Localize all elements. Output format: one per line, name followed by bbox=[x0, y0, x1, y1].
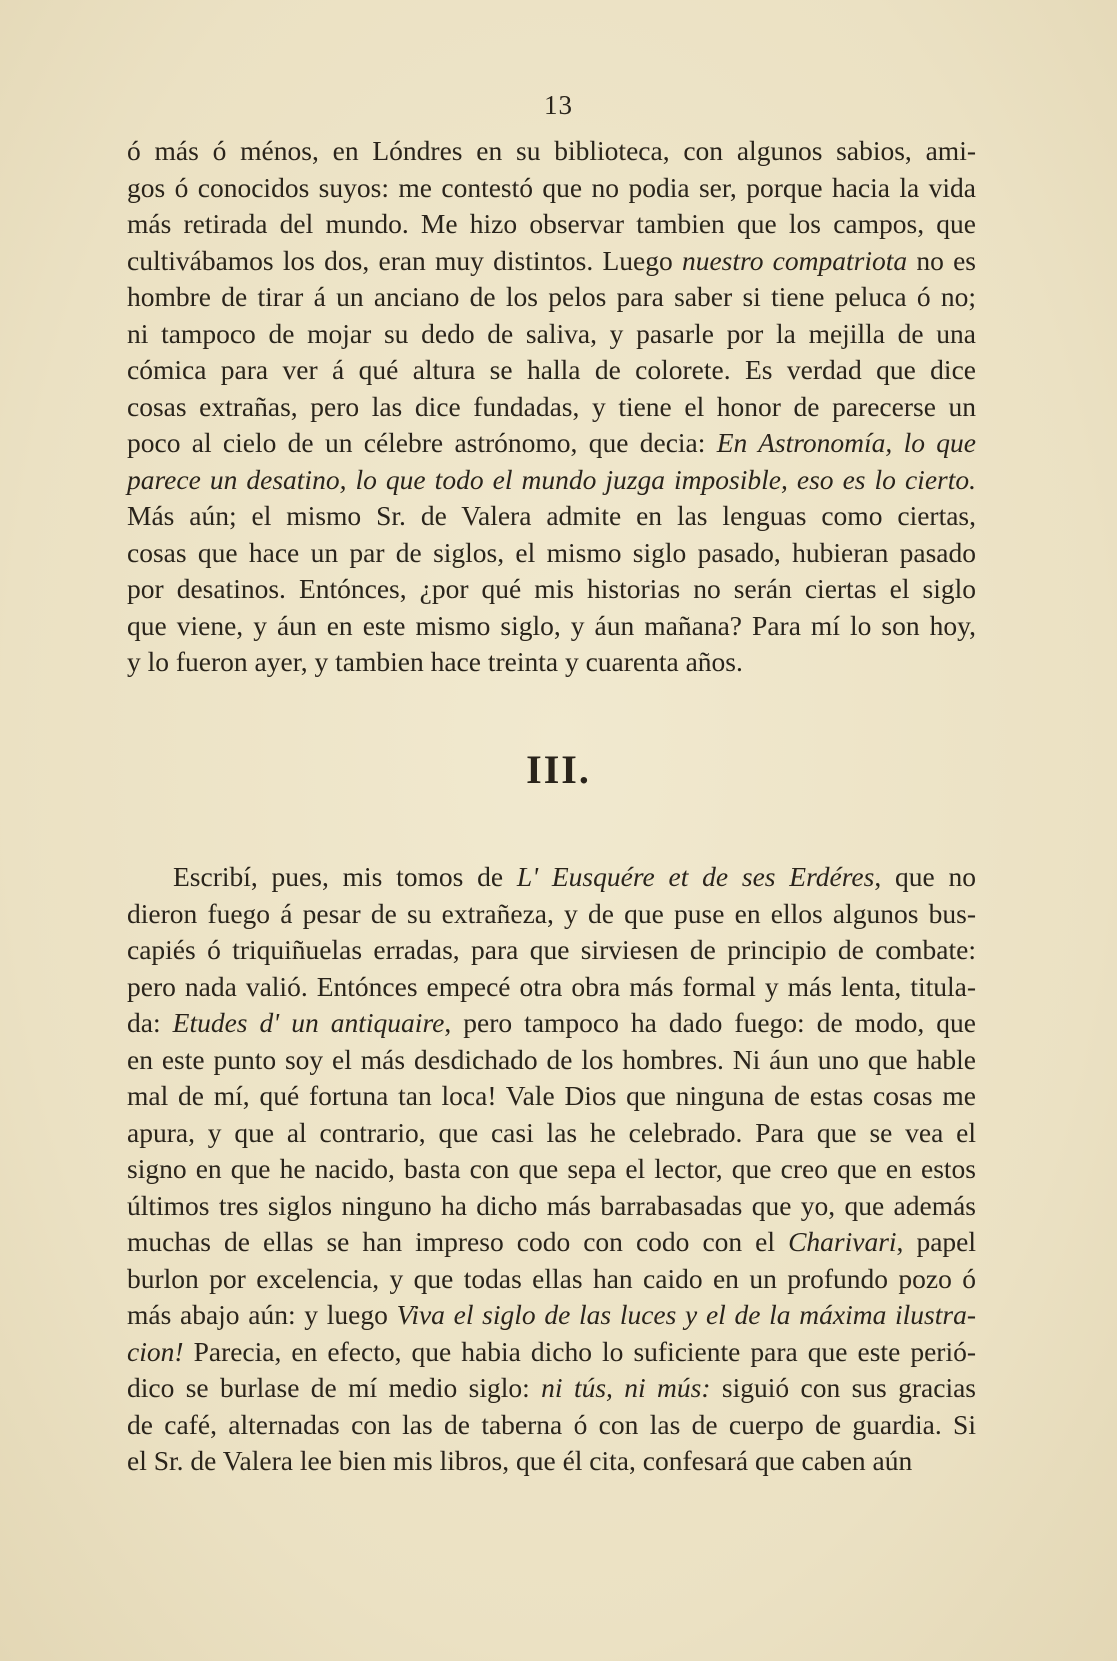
text-run: da: bbox=[127, 1007, 173, 1038]
text-run: hombre de tirar á un anciano de los pelos para saber si tiene peluca ó no; bbox=[127, 281, 976, 312]
text-run: que viene, y áun en este mismo siglo, y áun mañana? Para mí lo son hoy, bbox=[127, 609, 976, 641]
text-line bbox=[127, 1078, 976, 1115]
text-run: , pero tampoco ha dado fuego: de modo, que bbox=[444, 1007, 976, 1038]
text-line bbox=[127, 571, 976, 608]
text-run: siguió con sus gracias bbox=[710, 1372, 977, 1403]
text-line bbox=[127, 1443, 976, 1480]
text-run: Más aún; el mismo Sr. de Valera admite en las lenguas como ciertas, bbox=[127, 500, 976, 531]
italic-text: parece un desatino, lo que todo el mundo juzga imposible, eso es lo cierto. bbox=[127, 463, 976, 495]
text-line bbox=[127, 206, 976, 243]
text-run: burlon por excelencia, y que todas ellas han caido en un profundo pozo ó bbox=[127, 1262, 976, 1294]
text-line bbox=[127, 1042, 976, 1079]
text-run: , que no bbox=[874, 861, 976, 892]
text-run: , papel bbox=[896, 1226, 977, 1257]
text-run: gos ó conocidos suyos: me contestó que no podia ser, porque hacia la vida bbox=[127, 171, 976, 203]
text-line bbox=[127, 316, 976, 353]
text-run: más retirada del mundo. Me hizo observar tambien que los campos, que bbox=[127, 208, 976, 239]
text-run: ni tampoco de mojar su dedo de saliva, y pasarle por la mejilla de una bbox=[127, 317, 976, 349]
text-run: de café, alternadas con las de taberna ó con las de cuerpo de guardia. Si bbox=[127, 1408, 976, 1440]
text-run: ó más ó ménos, en Lóndres en su biblioteca, con algunos sabios, ami- bbox=[127, 135, 976, 166]
text-run: el Sr. de Valera lee bien mis libros, que él cita, confesará que caben aún bbox=[127, 1445, 913, 1476]
italic-text: Viva el siglo de las luces y el de la máxima ilustra- bbox=[396, 1299, 977, 1330]
text-run: no es bbox=[907, 244, 976, 276]
text-run: poco al cielo de un célebre astrónomo, que decia: bbox=[127, 427, 717, 458]
page-number: 13 bbox=[544, 90, 573, 120]
italic-text: ni tús, ni mús: bbox=[541, 1372, 711, 1403]
text-run: cosas que hace un par de siglos, el mismo siglo pasado, hubieran pasado bbox=[127, 536, 976, 568]
text-line bbox=[127, 352, 976, 389]
text-line bbox=[127, 535, 976, 572]
text-run: dico se burlase de mí medio siglo: bbox=[127, 1372, 542, 1403]
text-line bbox=[127, 1005, 976, 1042]
text-run: Escribí, pues, mis tomos de bbox=[173, 861, 517, 892]
text-line bbox=[127, 170, 976, 207]
text-run: pero nada valió. Entónces empecé otra obra más formal y más lenta, titula- bbox=[127, 970, 976, 1002]
text-line bbox=[127, 859, 976, 896]
text-line bbox=[127, 1151, 976, 1188]
text-line bbox=[127, 1297, 976, 1334]
text-line bbox=[127, 1224, 976, 1261]
text-run: signo en que he nacido, basta con que sepa el lector, que creo que en estos bbox=[127, 1153, 976, 1184]
text-line bbox=[127, 644, 976, 681]
text-line bbox=[127, 389, 976, 426]
italic-text: Charivari bbox=[788, 1226, 897, 1257]
text-line bbox=[127, 1334, 976, 1371]
text-line bbox=[127, 608, 976, 645]
text-line bbox=[127, 1261, 976, 1298]
paragraph-2 bbox=[127, 859, 976, 1480]
text-line bbox=[127, 462, 976, 499]
text-line bbox=[127, 1370, 976, 1407]
section-heading: III. bbox=[526, 747, 591, 792]
text-line bbox=[127, 425, 976, 462]
paragraph-1 bbox=[127, 133, 976, 681]
text-run: Parecia, en efecto, que habia dicho lo suficiente para que este perió- bbox=[183, 1335, 976, 1367]
text-run: muchas de ellas se han impreso codo con codo con el bbox=[127, 1226, 789, 1257]
text-line bbox=[127, 133, 976, 170]
text-line bbox=[127, 243, 976, 280]
text-line bbox=[127, 1115, 976, 1152]
text-line bbox=[127, 279, 976, 316]
text-run: dieron fuego á pesar de su extrañeza, y de que puse en ellos algunos bus- bbox=[127, 897, 976, 929]
text-run: por desatinos. Entónces, ¿por qué mis historias no serán ciertas el siglo bbox=[127, 573, 976, 604]
text-line bbox=[127, 896, 976, 933]
text-run: capiés ó triquiñuelas erradas, para que sirviesen de principio de combate: bbox=[127, 934, 976, 965]
text-line bbox=[127, 932, 976, 969]
text-run: cosas extrañas, pero las dice fundadas, y tiene el honor de parecerse un bbox=[127, 390, 976, 422]
text-line bbox=[127, 498, 976, 535]
italic-text: En Astronomía, lo que bbox=[716, 427, 976, 458]
text-run: mal de mí, qué fortuna tan loca! Vale Dios que ninguna de estas cosas me bbox=[127, 1080, 976, 1111]
text-run: últimos tres siglos ninguno ha dicho más barrabasadas que yo, que además bbox=[127, 1189, 976, 1221]
italic-text: nuestro compatriota bbox=[681, 244, 908, 276]
text-line bbox=[127, 1188, 976, 1225]
text-run: apura, y que al contrario, que casi las he celebrado. Para que se vea el bbox=[127, 1116, 976, 1148]
italic-text: cion! bbox=[127, 1335, 184, 1367]
text-line bbox=[127, 969, 976, 1006]
text-run: en este punto soy el más desdichado de los hombres. Ni áun uno que hable bbox=[127, 1043, 976, 1075]
italic-text: L' Eusquére et de ses Erdéres bbox=[516, 861, 875, 892]
text-run: más abajo aún: y luego bbox=[127, 1299, 397, 1330]
text-run: cultivábamos los dos, eran muy distintos. Luego bbox=[127, 244, 682, 276]
text-run: cómica para ver á qué altura se halla de colorete. Es verdad que dice bbox=[127, 354, 976, 385]
text-run: y lo fueron ayer, y tambien hace treinta y cuarenta años. bbox=[127, 646, 743, 677]
text-line bbox=[127, 1407, 976, 1444]
italic-text: Etudes d' un antiquaire bbox=[172, 1007, 445, 1038]
